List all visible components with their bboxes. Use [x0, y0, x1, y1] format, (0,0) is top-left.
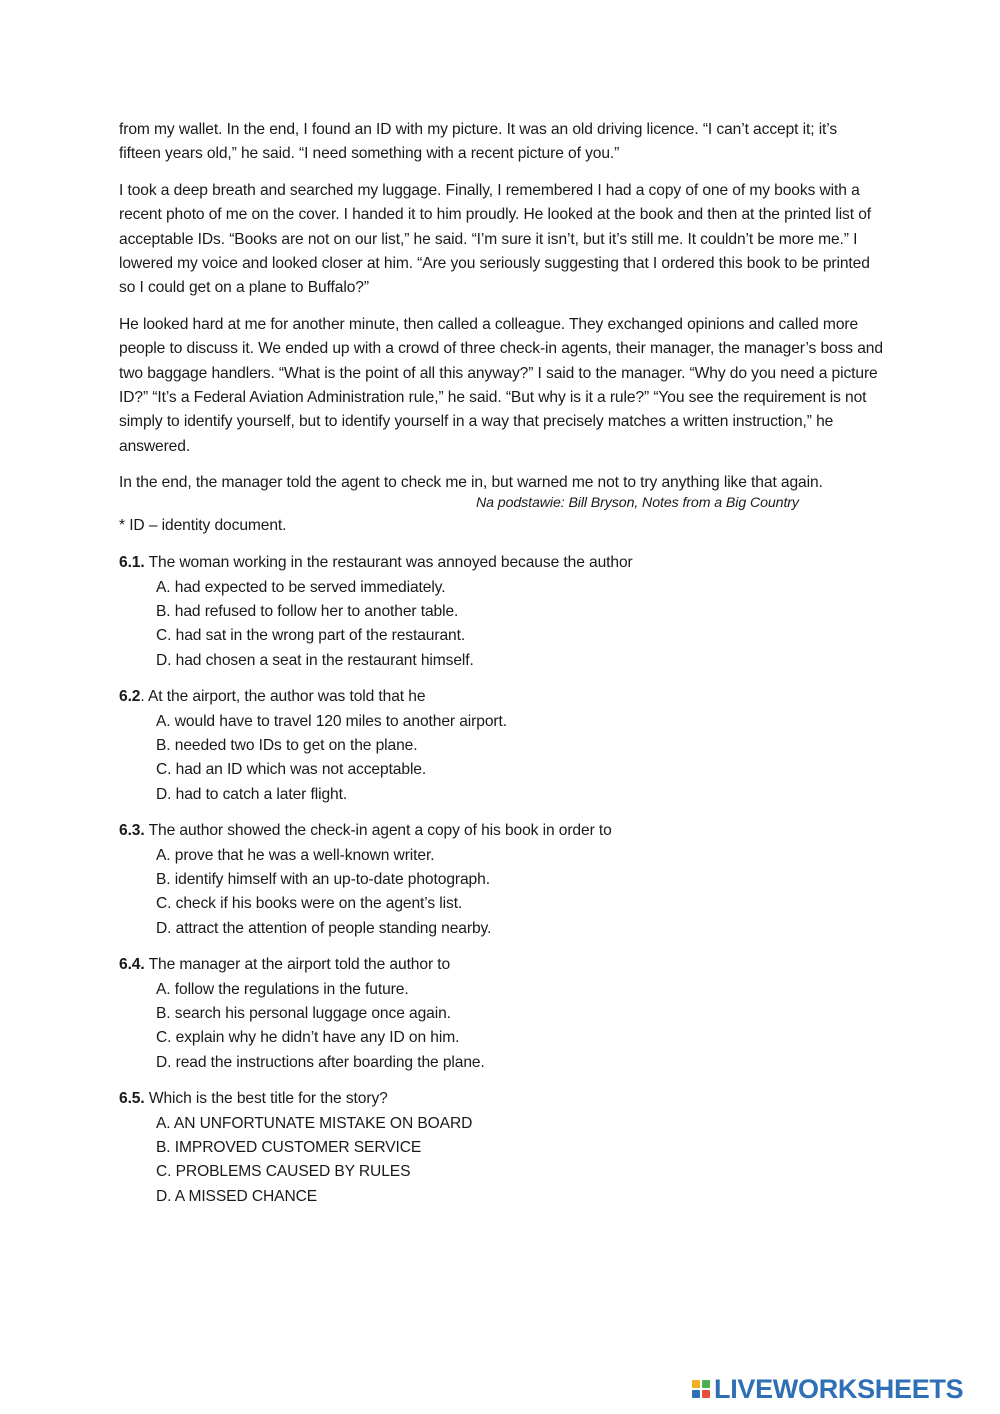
story-paragraph: In the end, the manager told the agent to check me in, but warned me not to try anything like that again.	[119, 474, 823, 492]
answer-option[interactable]: A. had expected to be served immediately.	[156, 578, 446, 596]
answer-option[interactable]: C. PROBLEMS CAUSED BY RULES	[156, 1163, 411, 1181]
answer-option[interactable]: A. prove that he was a well-known writer.	[156, 846, 435, 864]
logo-square	[702, 1380, 710, 1388]
question-number: 6.3.	[119, 822, 145, 840]
question-text: . At the airport, the author was told that he	[140, 688, 426, 706]
question-number: 6.1.	[119, 554, 145, 572]
liveworksheets-logo-icon	[692, 1380, 710, 1398]
answer-option[interactable]: D. attract the attention of people standing nearby.	[156, 919, 492, 937]
question-text: The manager at the airport told the author to	[144, 956, 451, 974]
question-number: 6.2	[119, 688, 141, 706]
story-paragraph: I took a deep breath and searched my luggage. Finally, I remembered I had a copy of one of my books with a recent photo of me on the cover. I handed it to him proudly. He looked at the book and then at the printed list of acceptable IDs. “Books are not on our list,” he said. “I’m sure it isn’t, but it’s still me. It couldn’t be more me.” I lowered my voice and looked closer at him. “Are you seriously suggesting that I ordered this book to be printed so I could get on a plane to Buffalo?”	[119, 181, 872, 297]
question-stem	[119, 819, 883, 843]
answer-option[interactable]: C. explain why he didn’t have any ID on him.	[156, 1029, 460, 1047]
question-6-2	[119, 685, 883, 807]
answer-option[interactable]: B. needed two IDs to get on the plane.	[156, 736, 418, 754]
answer-option[interactable]: A. AN UNFORTUNATE MISTAKE ON BOARD	[156, 1114, 473, 1132]
story-paragraph: from my wallet. In the end, I found an ID with my picture. It was an old driving licence. “I can’t accept it; it’s fifteen years old,” he said. “I need something with a recent picture of you.”	[119, 121, 838, 163]
question-list	[119, 551, 883, 1209]
question-number: 6.5.	[119, 1090, 145, 1108]
question-stem	[119, 1087, 883, 1111]
answer-option[interactable]: B. search his personal luggage once again.	[156, 1005, 451, 1022]
answer-option[interactable]: B. had refused to follow her to another table.	[156, 602, 459, 620]
logo-square	[692, 1390, 700, 1398]
logo-square	[702, 1390, 710, 1398]
question-text: The author showed the check-in agent a copy of his book in order to	[144, 822, 612, 840]
question-stem	[119, 953, 883, 977]
footnote: * ID – identity document.	[119, 516, 287, 534]
story-paragraph: He looked hard at me for another minute, then called a colleague. They exchanged opinions and called more people to discuss it. We ended up with a crowd of three check-in agents, their manager, the manager’s boss and two baggage handlers. “What is the point of all this anyway?” I said to the manager. “Why do you need a picture ID?” “It’s a Federal Aviation Administration rule,” he said. “But why is it a rule?” “You see the requirement is not simply to identify yourself, but to identify yourself in a way that precisely matches a written instruction,” he answered.	[119, 315, 883, 455]
answer-option[interactable]: C. check if his books were on the agent’s list.	[156, 895, 463, 913]
answer-option[interactable]: D. had to catch a later flight.	[156, 785, 348, 803]
question-6-1	[119, 551, 883, 673]
answer-option[interactable]: D. had chosen a seat in the restaurant himself.	[156, 651, 474, 669]
logo-square	[692, 1380, 700, 1388]
worksheet-page	[119, 118, 883, 1221]
answer-option[interactable]: C. had sat in the wrong part of the restaurant.	[156, 627, 466, 645]
question-text: Which is the best title for the story?	[144, 1090, 388, 1108]
story-text	[119, 118, 883, 496]
question-6-5	[119, 1087, 883, 1209]
question-stem	[119, 685, 883, 709]
liveworksheets-logo[interactable]	[692, 1372, 963, 1406]
question-6-3	[119, 819, 883, 941]
answer-option[interactable]: D. read the instructions after boarding the plane.	[156, 1053, 485, 1071]
question-6-4	[119, 953, 883, 1075]
answer-option[interactable]: A. follow the regulations in the future.	[156, 980, 409, 998]
logo-text: LIVEWORKSHEETS	[714, 1374, 964, 1404]
question-stem	[119, 551, 883, 575]
answer-option[interactable]: B. IMPROVED CUSTOMER SERVICE	[156, 1139, 422, 1157]
question-number: 6.4.	[119, 956, 145, 974]
answer-option[interactable]: C. had an ID which was not acceptable.	[156, 761, 427, 779]
answer-option[interactable]: B. identify himself with an up-to-date photograph.	[156, 870, 490, 888]
answer-option[interactable]: A. would have to travel 120 miles to another airport.	[156, 712, 507, 730]
answer-option[interactable]: D. A MISSED CHANCE	[156, 1187, 318, 1205]
story-source: Na podstawie: Bill Bryson, Notes from a Big Country	[476, 494, 799, 511]
question-text: The woman working in the restaurant was annoyed because the author	[144, 554, 633, 572]
